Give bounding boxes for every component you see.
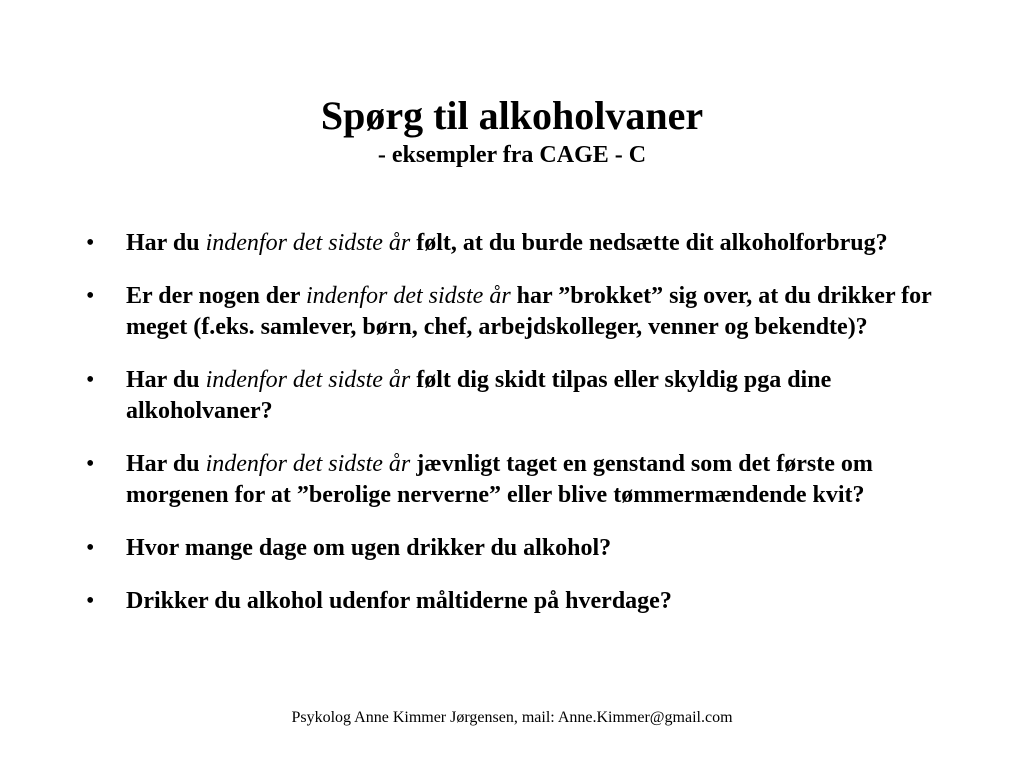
bullet-text-end: jævnligt taget en genstand som det første om morgenen for at ”berolige nerverne” eller blive tømmermændende kvit? (126, 451, 873, 508)
bullet-item (86, 533, 946, 564)
bullet-text-italic: indenfor det sidste år (306, 283, 511, 309)
bullet-item (86, 586, 946, 617)
bullet-text-italic: indenfor det sidste år (205, 230, 411, 256)
bullet-dot-icon: • (86, 588, 95, 614)
bullet-dot-icon: • (86, 451, 95, 477)
bullet-item (86, 365, 946, 427)
bullet-list (86, 228, 946, 639)
bullet-text-end: har ”brokket” sig over, at du drikker for meget (f.eks. samlever, børn, chef, arbejdskolleger, venner og bekendte)? (126, 283, 932, 340)
title-block (0, 92, 1024, 170)
bullet-dot-icon: • (86, 283, 95, 309)
bullet-text: Drikker du alkohol udenfor måltiderne på hverdage? (126, 588, 672, 614)
bullet-dot-icon: • (86, 230, 95, 256)
bullet-item (86, 449, 946, 511)
bullet-text-start: Er der nogen der (126, 283, 307, 309)
slide-title: Spørg til alkoholvaner (320, 93, 704, 138)
bullet-item (86, 228, 946, 259)
bullet-text-italic: indenfor det sidste år (205, 451, 411, 477)
bullet-text-end: følt, at du burde nedsætte dit alkoholforbrug? (410, 230, 888, 256)
slide-footer: Psykolog Anne Kimmer Jørgensen, mail: Anne.Kimmer@gmail.com (291, 709, 733, 726)
bullet-text-start: Har du (126, 451, 206, 477)
bullet-dot-icon: • (86, 535, 95, 561)
bullet-text-start: Har du (126, 230, 206, 256)
bullet-text-italic: indenfor det sidste år (205, 367, 411, 393)
bullet-item (86, 281, 946, 343)
bullet-text-end: følt dig skidt tilpas eller skyldig pga dine alkoholvaner? (126, 367, 832, 424)
bullet-dot-icon: • (86, 367, 95, 393)
bullet-text: Hvor mange dage om ugen drikker du alkohol? (126, 535, 612, 561)
bullet-text-start: Har du (126, 367, 206, 393)
slide-subtitle: - eksempler fra CAGE - C (377, 142, 647, 168)
